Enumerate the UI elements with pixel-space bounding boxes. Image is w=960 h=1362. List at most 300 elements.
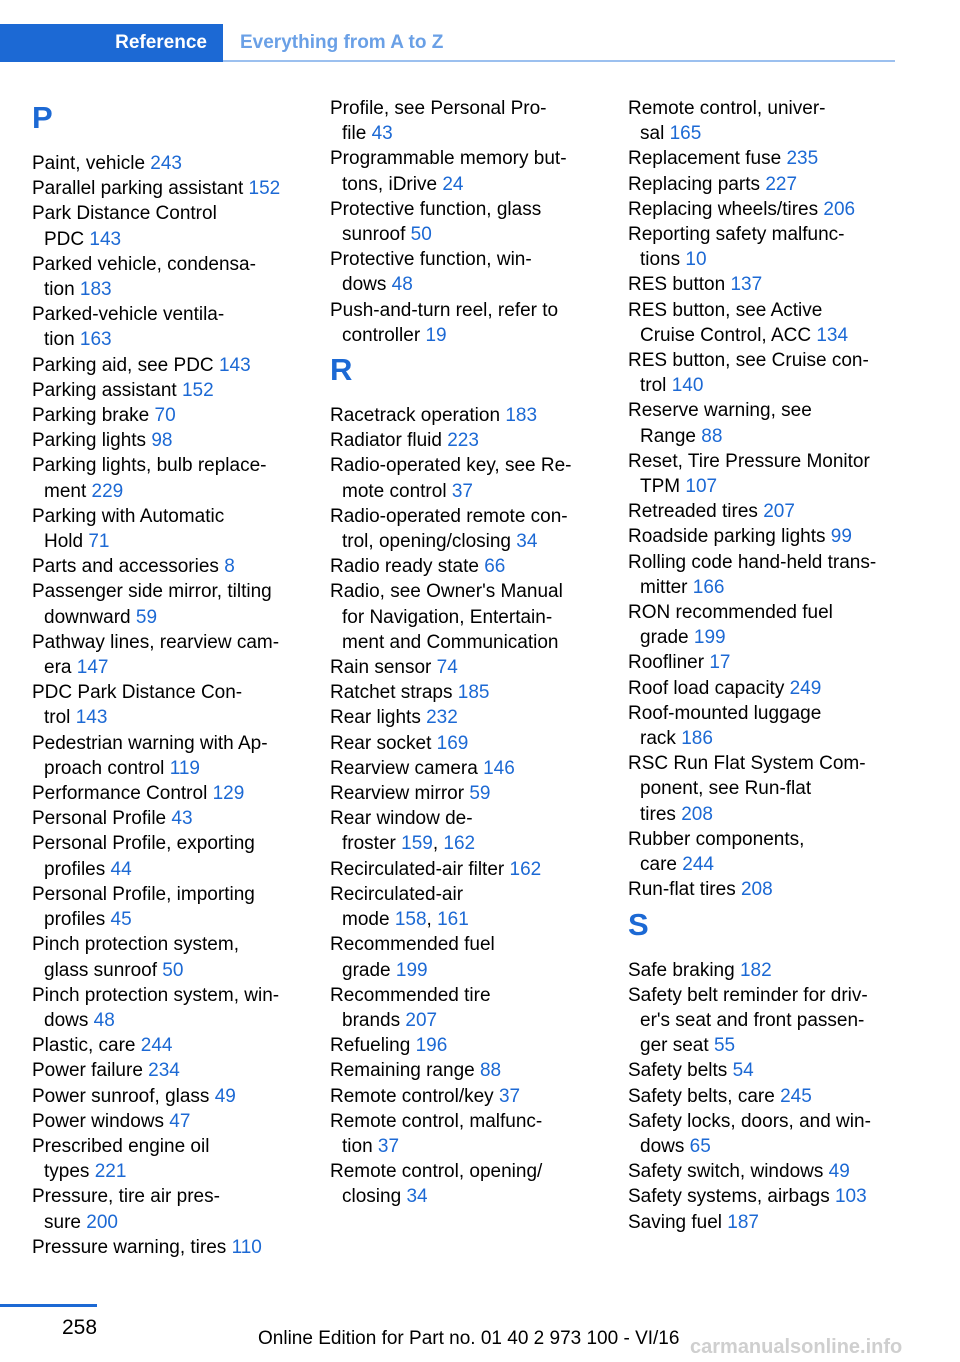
index-entry [330,197,620,247]
index-entry-line [330,403,620,428]
index-term-text: Radio ready state [330,556,479,578]
index-term-text: Plastic, care [32,1035,136,1057]
index-entry-line [330,453,620,478]
index-term-text: Rearview mirror [330,783,465,805]
index-entry-line [330,756,620,781]
page-reference-link[interactable]: 207 [763,501,795,523]
index-entry [628,96,918,146]
index-entry-line [330,630,620,655]
index-term-text: PDC [44,228,85,250]
index-term-text: TPM [640,476,681,498]
page-reference-link[interactable]: 45 [110,909,132,931]
index-term-text: Radio-operated remote con- [330,505,568,527]
index-entry-line [628,575,918,600]
page-reference-link[interactable]: 134 [816,324,849,346]
index-entry-line [330,655,620,680]
page-reference-link[interactable]: 49 [828,1161,850,1183]
index-entry [628,877,918,902]
index-term-text: Recommended tire [330,984,491,1006]
index-term-text: grade [640,627,689,649]
index-term-text: sunroof [342,224,406,246]
index-entry-line [330,731,620,756]
index-entry-line [330,806,620,831]
index-term-text: Replacing parts [628,173,761,195]
index-entry-line [32,479,322,504]
index-entry-line [32,201,322,226]
page-reference-link[interactable]: 129 [212,783,245,805]
index-term-text: Rolling code hand-held trans- [628,551,877,573]
page-reference-link[interactable]: 110 [231,1236,262,1258]
page-reference-link[interactable]: 152 [181,379,214,401]
index-entry-line [628,726,918,751]
index-entry-line [330,479,620,504]
page-reference-link[interactable]: 59 [135,606,158,628]
tab-reference[interactable]: Reference [0,24,223,62]
index-entry-line [32,428,322,453]
index-entry [32,554,322,579]
index-entry [330,403,620,428]
index-entry [32,353,322,378]
page-reference-link[interactable]: 37 [451,480,473,502]
index-entry [628,1109,918,1159]
index-term-text: sal [640,123,665,145]
index-entry-line [32,1184,322,1209]
page-reference-link[interactable]: 162 [443,833,476,855]
page-reference-link[interactable]: 245 [780,1085,812,1107]
index-term-text: Radiator fluid [330,430,442,452]
index-entry [330,705,620,730]
page-reference-link[interactable]: 37 [377,1135,400,1157]
page-reference-link[interactable]: 227 [765,173,798,195]
index-entry-line [32,252,322,277]
page-reference-link[interactable]: 19 [425,324,447,346]
index-entry [628,958,918,983]
index-term-text: types [44,1161,90,1183]
page-reference-link[interactable]: 200 [86,1211,118,1233]
index-entry-line [330,121,620,146]
page-reference-link[interactable]: 48 [391,274,413,296]
page-reference-link[interactable]: 199 [395,959,428,981]
index-entry-line [628,247,918,272]
index-entry-line [330,705,620,730]
page-reference-link[interactable]: 166 [692,576,725,598]
index-term-text: closing [342,1186,402,1208]
index-entry-line [330,96,620,121]
page-reference-link[interactable]: 206 [823,198,856,220]
page-reference-link[interactable]: 54 [732,1060,754,1082]
index-term-text: Safety belt reminder for driv- [628,984,868,1006]
index-entry-line [32,756,322,781]
index-term-text: tion [44,279,75,301]
index-entry [32,731,322,781]
index-term-text: tions [640,249,681,271]
index-entry-line [330,428,620,453]
index-term-text: Parking brake [32,405,150,427]
index-entry [628,449,918,499]
page-reference-link[interactable]: 34 [516,531,538,553]
index-entry-line [628,298,918,323]
page-reference-link[interactable]: 183 [79,279,112,301]
page-reference-link[interactable]: 186 [681,728,713,750]
index-entry-line [330,222,620,247]
index-term-text: Parked vehicle, condensa- [32,253,256,275]
index-entry [32,1184,322,1234]
index-term-text: dows [640,1135,685,1157]
index-entry-line [628,983,918,1008]
page-reference-link[interactable]: 34 [406,1186,428,1208]
index-entry [32,1033,322,1058]
index-term-text: controller [342,324,421,346]
page-reference-link[interactable]: 244 [140,1035,173,1057]
page-reference-link[interactable]: 43 [371,123,393,145]
index-term-text: Parking assistant [32,379,177,401]
index-term-text: Profile, see Personal Pro- [330,98,547,119]
index-entry [330,554,620,579]
page-reference-link[interactable]: 88 [479,1060,502,1082]
index-term-text: Safety locks, doors, and win- [628,1110,871,1132]
page-reference-link[interactable]: 99 [830,526,852,548]
page-reference-link[interactable]: 185 [457,682,490,704]
index-entry-line [628,852,918,877]
index-entry-line [32,151,322,176]
index-entry-line [32,1033,322,1058]
index-entry [628,1210,918,1235]
index-term-text: Safety systems, airbags [628,1186,830,1208]
page-reference-link[interactable]: 147 [76,657,109,679]
index-term-text: rack [640,728,676,750]
index-term-text: Paint, vehicle [32,153,146,174]
index-entry-line [32,504,322,529]
page-reference-link[interactable]: 50 [410,224,432,246]
page-reference-link[interactable]: 98 [151,430,173,452]
index-entry-line [628,121,918,146]
index-entry [330,504,620,554]
index-term-text: ger seat [640,1035,709,1057]
page-reference-link[interactable]: 221 [94,1161,127,1183]
page-reference-link[interactable]: 232 [426,707,458,729]
index-term-text: Saving fuel [628,1211,723,1233]
index-column-2 [330,96,620,1210]
index-term-text: Cruise Control, ACC [640,324,812,346]
index-entry-line [628,827,918,852]
index-term-text: mode [342,909,390,931]
index-entry-line [628,424,918,449]
index-entry [330,453,620,503]
index-term-text: Safety belts [628,1060,728,1082]
index-term-text: RES button, see Cruise con- [628,350,869,372]
index-entry-line [32,1008,322,1033]
index-entry [628,524,918,549]
page-reference-link[interactable]: 55 [713,1035,736,1057]
index-term-text: Parked-vehicle ventila- [32,304,225,326]
page-reference-link[interactable]: 47 [169,1110,191,1132]
index-term-text: sure [44,1211,81,1233]
page-reference-link[interactable]: 44 [110,858,132,880]
index-term-text: Passenger side mirror, tilting [32,581,272,603]
index-term-text: Personal Profile, importing [32,883,255,905]
index-entry-line [628,1210,918,1235]
index-entry-line [32,403,322,428]
index-term-text: mitter [640,576,688,598]
page-reference-link[interactable]: 243 [150,153,182,174]
index-entry-line [32,983,322,1008]
index-term-text: er's seat and front passen- [640,1009,865,1031]
index-term-text: Safety belts, care [628,1085,775,1107]
index-entry-line [330,1134,620,1159]
index-entry-line [330,529,620,554]
page-reference-link[interactable]: 88 [701,425,723,447]
index-term-text: for Navigation, Entertain- [342,606,553,628]
page-reference-link[interactable]: 161 [437,909,469,931]
index-term-text: Pressure, tire air pres- [32,1186,220,1208]
index-term-text: Parking with Automatic [32,505,225,527]
index-entry [330,756,620,781]
index-term-text: ponent, see Run-flat [640,778,812,800]
index-entry-line [330,1058,620,1083]
page-reference-link[interactable]: 229 [91,480,124,502]
index-entry-line [628,958,918,983]
index-entry [32,403,322,428]
index-entry-line [330,932,620,957]
index-term-text: Roofliner [628,652,705,674]
page-reference-link[interactable]: 137 [730,274,763,296]
index-term-text: Push-and-turn reel, refer to [330,299,559,321]
index-term-text: Performance Control [32,783,208,805]
index-term-text: Range [640,425,696,447]
index-entry-line [628,802,918,827]
index-term-text: Reporting safety malfunc- [628,224,845,246]
index-entry-line [628,1109,918,1134]
index-entry [330,1109,620,1159]
page-reference-link[interactable]: 50 [162,959,184,981]
page-reference-link[interactable]: 8 [224,556,235,578]
index-term-text: RES button [628,274,726,296]
index-entry-line [32,302,322,327]
index-entry [32,579,322,629]
page-reference-link[interactable]: 48 [93,1009,115,1031]
index-entry-line [330,554,620,579]
index-entry [32,151,322,176]
page-reference-link[interactable]: 103 [834,1186,867,1208]
page-reference-link[interactable]: 183 [505,405,538,427]
page-reference-link[interactable]: 235 [786,148,819,170]
index-term-text: Parallel parking assistant [32,178,244,200]
index-term-text: proach control [44,757,165,779]
index-entry-line [330,958,620,983]
header-rule [223,60,895,62]
page-reference-link[interactable]: 119 [169,757,200,779]
page-reference-link[interactable]: 24 [442,173,464,195]
index-term-text: Parking aid, see PDC [32,354,214,376]
index-entry-line [628,272,918,297]
index-entry [628,197,918,222]
index-entry [32,428,322,453]
page-reference-link[interactable]: 152 [248,178,281,200]
index-entry-line [32,1134,322,1159]
page-reference-link[interactable]: 65 [689,1135,711,1157]
index-entry [32,201,322,251]
index-entry [32,453,322,503]
index-term-text: tons, iDrive [342,173,438,195]
index-entry-line [32,605,322,630]
index-entry [330,1058,620,1083]
index-term-text: Remote control/key [330,1085,494,1107]
page-reference-link[interactable]: 163 [79,329,112,351]
index-entry-line: froster 159, 162 [342,833,476,855]
index-entry-line [330,172,620,197]
page-reference-link[interactable]: 208 [740,879,773,901]
index-entry [330,983,620,1033]
page-reference-link[interactable]: 165 [669,123,702,145]
index-term-text: Reset, Tire Pressure Monitor [628,450,870,472]
index-entry [32,1084,322,1109]
index-term-text: ment [44,480,87,502]
index-entry [330,1033,620,1058]
index-entry-line [32,680,322,705]
page-reference-link[interactable]: 187 [727,1211,759,1233]
index-entry [330,655,620,680]
index-entry [32,831,322,881]
index-entry-line [628,1159,918,1184]
page-reference-link[interactable]: 43 [171,808,193,830]
index-entry [32,1134,322,1184]
page-reference-link[interactable]: 223 [447,430,479,452]
index-term-text: Parking lights [32,430,147,452]
index-term-text: Recirculated-air [330,883,464,905]
index-term-text: brands [342,1009,401,1031]
index-entry [32,1235,322,1260]
index-term-text: RSC Run Flat System Com- [628,753,866,775]
index-entry-line [628,449,918,474]
index-entry [628,172,918,197]
page-reference-link[interactable]: 146 [483,757,515,779]
index-entry-line [330,882,620,907]
footer-rule [0,1304,97,1307]
page-reference-link[interactable]: 169 [436,732,469,754]
index-term-text: downward [44,606,131,628]
index-entry-line [628,398,918,423]
index-entry [330,806,620,856]
page-reference-link[interactable]: 37 [498,1085,521,1107]
index-entry-line [32,1210,322,1235]
page-reference-link[interactable]: 162 [509,858,542,880]
index-term-text: Reserve warning, see [628,400,812,422]
page-reference-link[interactable]: 71 [88,531,110,553]
index-term-text: mote control [342,480,447,502]
index-entry-line [330,504,620,529]
index-entry-line [32,1058,322,1083]
page-reference-link[interactable]: 249 [789,677,822,699]
index-term-text: Remaining range [330,1060,475,1082]
index-entry [330,96,620,146]
page-reference-link[interactable]: 74 [436,657,458,679]
index-entry [330,247,620,297]
index-entry [330,298,620,348]
index-entry-line [330,247,620,272]
index-entry-line [628,146,918,171]
index-entry-line [628,625,918,650]
index-term-text: dows [342,274,387,296]
index-entry-line [628,676,918,701]
index-term-text: Remote control, univer- [628,98,826,119]
index-term-text: ment and Communication [342,631,559,653]
page-reference-link[interactable]: 182 [739,959,772,981]
index-entry-line [628,1033,918,1058]
index-entry [32,932,322,982]
tab-everything-a-to-z[interactable]: Everything from A to Z [240,32,444,53]
page-reference-link[interactable]: 196 [415,1035,448,1057]
page-reference-link[interactable]: 158 [394,909,427,931]
index-term-text: tion [342,1135,373,1157]
index-entry [330,146,620,196]
page-reference-link[interactable]: 143 [218,354,251,376]
index-entry [330,680,620,705]
page-reference-link[interactable]: 199 [693,627,726,649]
page-reference-link[interactable]: 140 [671,375,704,397]
index-entry [32,983,322,1033]
index-entry [330,1159,620,1209]
index-term-text: Safety switch, windows [628,1161,824,1183]
page-reference-link[interactable]: 207 [405,1009,438,1031]
page-reference-link[interactable]: 159 [401,833,433,855]
index-entry [32,680,322,730]
index-term-text: Rain sensor [330,657,432,679]
page-reference-link[interactable]: 107 [685,476,718,498]
index-entry-line [628,600,918,625]
index-term-text: tires [640,803,676,825]
index-entry-line [628,524,918,549]
page-reference-link[interactable]: 143 [75,707,108,729]
index-term-text: glass sunroof [44,959,158,981]
index-entry-line [32,227,322,252]
index-entry-line [628,222,918,247]
page-reference-link[interactable]: 244 [682,854,714,876]
index-entry [32,252,322,302]
index-entry-line [330,605,620,630]
index-term-text: Prescribed engine oil [32,1135,210,1157]
page-reference-link[interactable]: 59 [469,783,491,805]
index-entry-line [330,1159,620,1184]
header-tabbar [0,24,895,62]
index-term-text: Hold [44,531,84,553]
index-entry-line [628,1084,918,1109]
index-entry-line [330,1033,620,1058]
index-entry-line [32,831,322,856]
index-term-text: trol [44,707,71,729]
index-entry-line [32,453,322,478]
page-reference-link[interactable]: 17 [709,652,731,674]
index-entry [330,731,620,756]
index-entry-line [628,877,918,902]
page-reference-link[interactable]: 143 [89,228,122,250]
index-entry [330,932,620,982]
page-reference-link[interactable]: 208 [681,803,713,825]
page-reference-link[interactable]: 66 [484,556,506,578]
index-term-text: Racetrack operation [330,405,501,427]
index-term-text: Pedestrian warning with Ap- [32,732,268,754]
index-column-3 [628,96,918,1235]
index-entry-line [330,579,620,604]
index-section-letter: P [32,100,53,135]
index-entry-line [628,172,918,197]
page-reference-link[interactable]: 234 [148,1060,180,1082]
page-reference-link[interactable]: 70 [154,405,176,427]
page-reference-link[interactable]: 10 [685,249,707,271]
page-reference-link[interactable]: 49 [214,1085,236,1107]
index-term-text: Rubber components, [628,828,805,850]
index-term-text: dows [44,1009,89,1031]
index-entry-line [628,751,918,776]
